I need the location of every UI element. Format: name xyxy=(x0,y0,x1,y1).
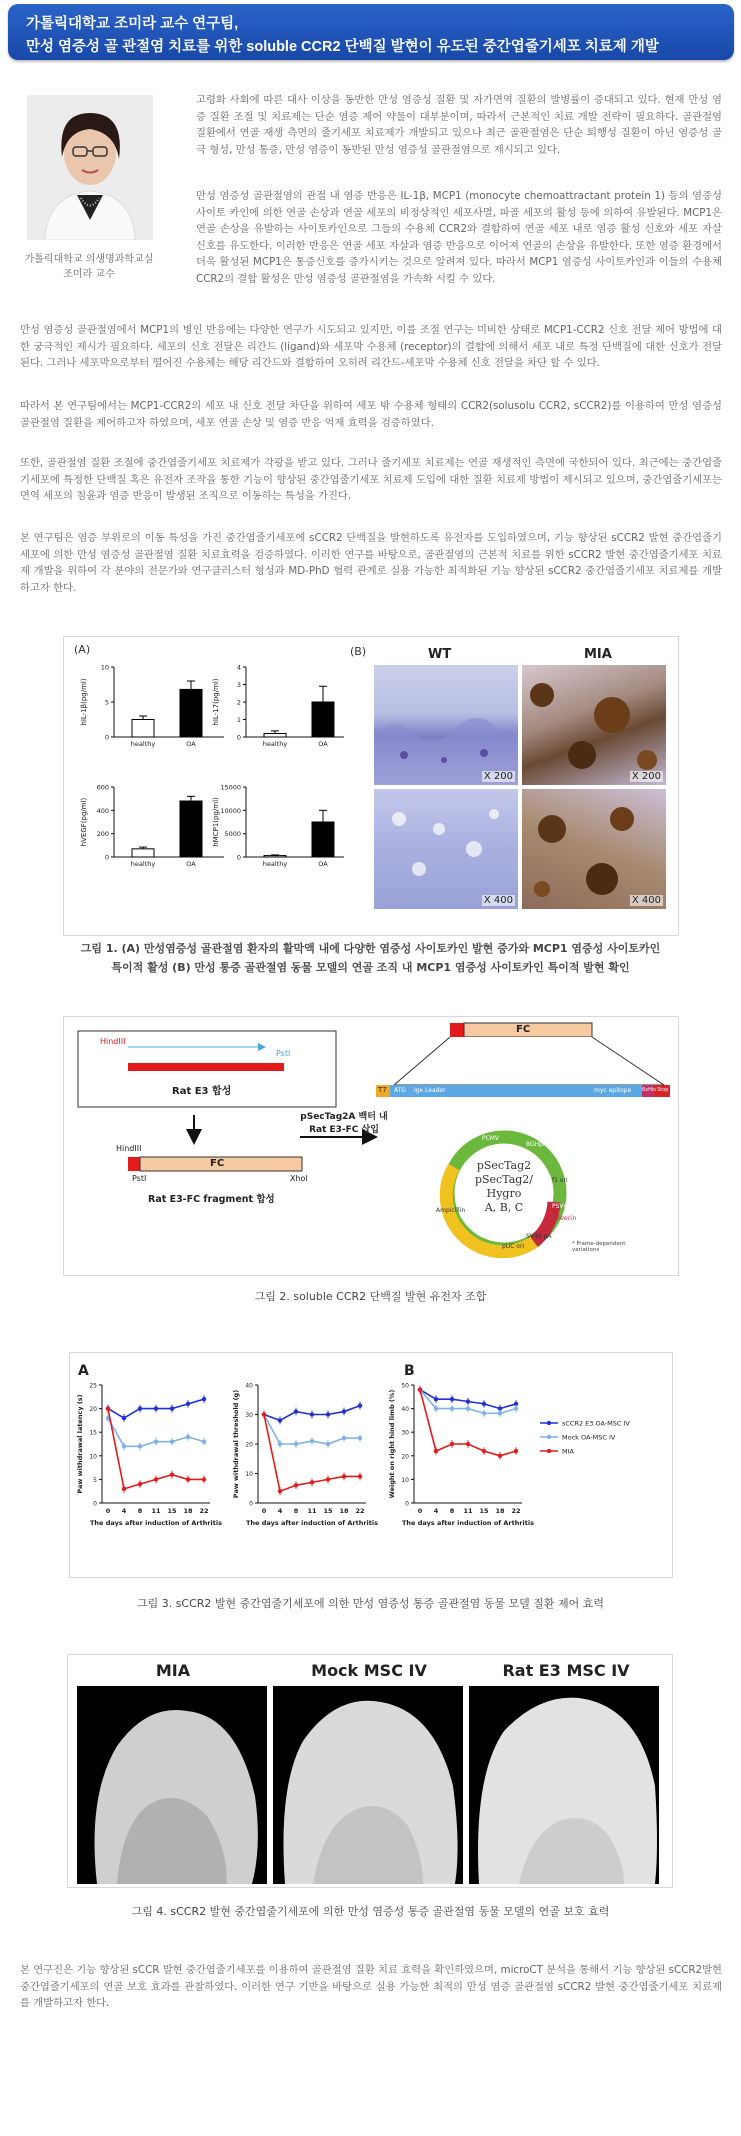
series-point-1 xyxy=(434,1406,438,1410)
rat-e3-bar xyxy=(128,1063,284,1071)
y-tick-label: 10 xyxy=(245,1471,253,1478)
vector-line3: Hygro xyxy=(486,1187,522,1200)
y-axis-label: Paw withdrawal threshold (g) xyxy=(232,1389,240,1499)
series-point-1 xyxy=(310,1439,314,1443)
x-tick-label: 0 xyxy=(261,1507,267,1515)
y-tick-label: 5000 xyxy=(224,830,241,839)
series-point-0 xyxy=(326,1412,330,1416)
x-tick-label: 4 xyxy=(433,1507,439,1515)
series-point-1 xyxy=(186,1435,190,1439)
x-tick-label: 18 xyxy=(183,1507,193,1515)
series-point-0 xyxy=(358,1403,362,1407)
series-point-0 xyxy=(294,1409,298,1413)
series-point-1 xyxy=(202,1439,206,1443)
series-point-2 xyxy=(170,1472,174,1476)
figure1-panel-a-label: (A) xyxy=(74,643,91,656)
insert-note-line1: pSecTag2A 백터 내 xyxy=(300,1112,388,1122)
x-tick-label: OA xyxy=(318,740,328,748)
y-tick-label: 0 xyxy=(236,733,241,742)
series-point-2 xyxy=(262,1412,266,1416)
y-tick-label: 3 xyxy=(236,681,241,689)
figure3-panel-a: A xyxy=(78,1363,89,1379)
vector-name xyxy=(462,1159,546,1215)
figure1-caption-line2: 특이적 활성 (B) 만성 통증 골관절염 동물 모델의 연골 조직 내 MCP1 염증성 사이토카인 특이적 발현 확인 xyxy=(111,961,630,974)
series-point-1 xyxy=(498,1411,502,1415)
series-point-2 xyxy=(358,1474,362,1478)
legend-marker xyxy=(547,1435,551,1439)
x-tick-label: 11 xyxy=(463,1507,473,1515)
y-axis-label: hIL-17(pg/ml) xyxy=(212,678,220,726)
ct-label-mia: MIA xyxy=(155,1661,191,1680)
zeocin-label: Zeocin xyxy=(556,1215,577,1222)
legend xyxy=(540,1420,630,1456)
series-point-2 xyxy=(122,1487,126,1491)
ct-label-mock: Mock MSC IV xyxy=(311,1661,427,1680)
bar-healthy xyxy=(132,849,154,857)
paragraph-1: 고령화 사회에 따른 대사 이상을 동반한 만성 염증성 질환 및 자가면역 질환의 발병률이 증대되고 있다. 현재 만성 염증 질환 조절 및 치료제는 단순 염증 제어 약물이 대부분이며, 따라서 근본적인 치료 개발 전략이 필요하다. 골관절염 질환에서 연골 재생 측면의 줄기세포 치료제가 개발되고 있으나 최근 골관절염은 단순 퇴행성 질환이 아닌 염증성 골극 형성, 만성 통증, 만성 염증이 동반된 만성 염증성 골관절염으로 제시되고 있다. xyxy=(196,94,722,156)
bar-chart-3 xyxy=(212,784,344,869)
professor-photo xyxy=(27,95,153,240)
ct-label-rate3: Rat E3 MSC IV xyxy=(502,1661,630,1680)
series-point-2 xyxy=(278,1489,282,1493)
sv40pa-label: SV40 pA xyxy=(526,1233,552,1240)
igk-label: Igκ Leader xyxy=(414,1087,446,1094)
histology-wt-x400 xyxy=(374,789,518,909)
y-tick-label: 10 xyxy=(401,1476,409,1484)
y-tick-label: 5 xyxy=(93,1476,97,1484)
x-tick-label: 22 xyxy=(355,1507,365,1515)
figure2-box xyxy=(63,1016,679,1276)
series-point-2 xyxy=(106,1406,110,1410)
bar-OA xyxy=(180,689,202,737)
hindiii-label-top: HindIII xyxy=(100,1037,126,1046)
y-axis-label: Paw withdrawal latency (s) xyxy=(76,1394,84,1494)
y-tick-label: 10 xyxy=(89,1453,97,1461)
psv40-label: PSV40 xyxy=(552,1203,572,1210)
series-point-1 xyxy=(138,1444,142,1448)
series-point-0 xyxy=(186,1402,190,1406)
bar-healthy xyxy=(132,720,154,738)
y-tick-label: 40 xyxy=(245,1382,253,1390)
series-point-1 xyxy=(514,1406,518,1410)
series-point-2 xyxy=(450,1442,454,1446)
line-charts xyxy=(70,1353,672,1577)
legend-label: sCCR2 E3 OA-MSC IV xyxy=(562,1419,630,1428)
figure1-box xyxy=(63,636,679,936)
y-tick-label: 20 xyxy=(89,1406,97,1414)
series-point-0 xyxy=(310,1412,314,1416)
figure1-caption xyxy=(20,939,721,977)
y-axis-label: Weight on right hind limb (%) xyxy=(388,1389,396,1499)
figure3-box xyxy=(69,1352,673,1578)
title-banner xyxy=(8,4,734,60)
y-tick-label: 10000 xyxy=(220,806,241,815)
series-point-1 xyxy=(326,1442,330,1446)
x-tick-label: 18 xyxy=(339,1507,349,1515)
legend-marker xyxy=(547,1449,551,1453)
paragraph-4: 따라서 본 연구팀에서는 MCP1-CCR2의 세포 내 신호 전달 차단을 위하여 세포 밖 수용체 형태의 CCR2(solusolu CCR2, sCCR2)를 이용하여 만성 염증성 골관절염 질환을 제어하고자 하였으며, 세포 연골 손상 및 염증 반응 억제 효력을 검증하였다. xyxy=(20,400,722,429)
profile-affiliation: 가톨릭대학교 의생명과학교실 xyxy=(24,254,154,265)
profile-caption xyxy=(14,252,164,282)
x-tick-label: 11 xyxy=(307,1507,317,1515)
y-tick-label: 30 xyxy=(401,1429,409,1437)
figure1-caption-line1: 그림 1. (A) 만성염증성 골관절염 환자의 활막액 내에 다양한 염증성 사이토카인 발현 증가와 MCP1 염증성 사이토카인 xyxy=(80,942,661,955)
figure2-caption: 그림 2. soluble CCR2 단백질 발현 유전자 조합 xyxy=(254,1290,487,1303)
x-axis-label: The days after induction of Arthritis xyxy=(402,1519,534,1527)
rat-e3-synth-label: Rat E3 합성 xyxy=(172,1086,232,1097)
series-point-1 xyxy=(294,1442,298,1446)
bar-chart-2 xyxy=(80,784,224,869)
pcmv-label: PCMV xyxy=(482,1135,500,1142)
series-point-0 xyxy=(202,1397,206,1401)
series-point-0 xyxy=(482,1402,486,1406)
x-tick-label: 22 xyxy=(199,1507,209,1515)
histology-mia-x400 xyxy=(522,789,666,909)
hindiii-label: HindIII xyxy=(116,1144,142,1153)
microct-mia xyxy=(77,1686,267,1884)
x-tick-label: 8 xyxy=(137,1507,143,1515)
legend-label: Mock OA-MSC IV xyxy=(562,1433,616,1442)
y-axis-label: hVEGF(pg/ml) xyxy=(80,797,88,847)
y-tick-label: 15 xyxy=(89,1429,97,1437)
x-tick-label: 11 xyxy=(151,1507,161,1515)
paragraph-2: 만성 염증성 골관절염의 관절 내 염증 반응은 IL-1β, MCP1 (monocyte chemoattractant protein 1) 등의 염증성 사이토 카인에 의한 연골 손상과 연골 세포의 비정상적인 세포사멸, 파골 세포의 활성 등에 의하여 유발된다. MCP1은 연골 손상을 유발하는 사이토카인으로 그들의 수용체 CCR2와 결합하여 연골 세포 내로 염증 활성 신호와 세포 자살 신호를 유도한다. 이러한 반응은 연골 세포 자살과 염증 반응으로 이어져 연골의 손상을 유발한다. 또한 염증 환경에서 더욱 활성된 MCP1은 통증신호를 증가시키는 것으로 알려져 있다. 따라서 MCP1 염증성 사이토카인과 이들의 수용체 CCR2의 결합 활성은 만성 염증성 골관절염을 가속화 시킬 수 있다. xyxy=(196,190,722,285)
fc-label-vector: FC xyxy=(516,1024,531,1035)
series-point-2 xyxy=(482,1449,486,1453)
y-tick-label: 40 xyxy=(401,1406,409,1414)
his-label: 6xHis xyxy=(642,1087,656,1093)
figure4-caption: 그림 4. sCCR2 발현 중간엽줄기세포에 의한 만성 염증성 통증 골관절염 동물 모델의 연골 보호 효력 xyxy=(131,1905,610,1918)
x-tick-label: 0 xyxy=(105,1507,111,1515)
series-point-2 xyxy=(326,1477,330,1481)
series-point-2 xyxy=(342,1474,346,1478)
y-tick-label: 25 xyxy=(89,1382,97,1390)
y-axis-label: hIL-1β(pg/ml) xyxy=(80,678,88,726)
y-tick-label: 20 xyxy=(401,1453,409,1461)
series-point-1 xyxy=(466,1406,470,1410)
series-point-1 xyxy=(154,1439,158,1443)
histology-mag-mia-400: X 400 xyxy=(631,895,661,906)
fc-label-fragment: FC xyxy=(210,1158,225,1169)
bgh-label: BGHpA xyxy=(526,1141,548,1148)
insert-note xyxy=(296,1109,392,1135)
profile-name: 조미라 교수 xyxy=(63,269,115,280)
t7-label: T7 xyxy=(378,1086,387,1094)
series-point-0 xyxy=(342,1409,346,1413)
histology-col-wt: WT xyxy=(428,647,452,662)
insert-note-line2: Rat E3-FC 삽입 xyxy=(309,1125,379,1135)
rat-e3-fragment xyxy=(128,1157,140,1171)
paragraph-7: 본 연구진은 기능 향상된 sCCR 발현 중간엽줄기세포를 이용하여 골관절염 질환 치료 효력을 확인하였으며, microCT 분석을 통해서 기능 향상된 sCCR2발현 중간엽줄기세포의 연골 보호 효과를 관찰하였다. 이러한 연구 기반을 바탕으로 실용 가능한 최적의 만성 염증 골관절염 sCCR2 발현 중간엽줄기세포 치료제를 개발하고자 한다. xyxy=(20,1964,722,2009)
series-point-2 xyxy=(294,1483,298,1487)
x-tick-label: 8 xyxy=(293,1507,299,1515)
vector-line1: pSecTag2 xyxy=(476,1159,532,1172)
x-axis-label: The days after induction of Arthritis xyxy=(90,1519,222,1527)
series-point-2 xyxy=(466,1442,470,1446)
series-point-0 xyxy=(450,1397,454,1401)
paragraph-3: 만성 염증성 골관절염에서 MCP1의 병인 반응에는 다양한 연구가 시도되고 있지만, 이를 조절 연구는 미비한 상태로 MCP1-CCR2 신호 전달 제어 방법에 대한 궁극적인 제시가 필요하다. 세포의 신호 전달은 리간드 (ligand)와 세포막 수용체 (receptor)의 결합에 의해서 세포 내로 특정 단백질에 대한 신호가 전달된다. 그러나 세포막으로부터 떨어진 수용체는 해당 리간드와 결합하여 오히려 리간드-세포막 수용체 신호 전달을 차단 할 수 있다. xyxy=(20,324,722,369)
histology-mag-wt-200: X 200 xyxy=(483,771,513,782)
y-tick-label: 50 xyxy=(401,1382,409,1390)
series-point-1 xyxy=(450,1406,454,1410)
series-point-2 xyxy=(514,1449,518,1453)
series-point-1 xyxy=(482,1411,486,1415)
y-tick-label: 2 xyxy=(236,698,241,707)
series-point-1 xyxy=(342,1436,346,1440)
series-point-0 xyxy=(170,1406,174,1410)
x-tick-label: 8 xyxy=(449,1507,455,1515)
y-tick-label: 0 xyxy=(236,853,241,862)
figure3-caption: 그림 3. sCCR2 발현 중간엽줄기세포에 의한 만성 염증성 통증 골관절염 동물 모델 질환 제어 효력 xyxy=(136,1597,605,1610)
y-tick-label: 0 xyxy=(93,1500,97,1508)
fori-label: f1 ori xyxy=(552,1177,568,1184)
vector-line2: pSecTag2/ xyxy=(474,1173,534,1186)
series-point-2 xyxy=(310,1480,314,1484)
bar-OA xyxy=(180,801,202,857)
footnote-label: * Frame-dependent variations xyxy=(572,1241,626,1253)
series-point-2 xyxy=(418,1388,422,1392)
series-point-2 xyxy=(202,1477,206,1481)
line-chart-0 xyxy=(76,1383,222,1528)
series-point-0 xyxy=(122,1416,126,1420)
x-tick-label: 15 xyxy=(479,1507,489,1515)
fragment-label: Rat E3-FC fragment 합성 xyxy=(148,1194,275,1205)
x-tick-label: 15 xyxy=(167,1507,177,1515)
y-tick-label: 600 xyxy=(96,783,109,792)
x-tick-label: healthy xyxy=(262,740,288,748)
y-tick-label: 0 xyxy=(104,853,109,862)
series-point-0 xyxy=(138,1406,142,1410)
x-tick-label: 4 xyxy=(277,1507,283,1515)
x-tick-label: OA xyxy=(186,860,196,868)
psti-label-top: PstI xyxy=(276,1049,291,1058)
line-chart-1 xyxy=(232,1383,378,1528)
y-tick-label: 30 xyxy=(245,1412,253,1419)
y-tick-label: 0 xyxy=(405,1500,409,1508)
histology-mag-wt-400: X 400 xyxy=(483,895,513,906)
series-point-1 xyxy=(278,1442,282,1446)
series-point-2 xyxy=(434,1449,438,1453)
x-tick-label: 0 xyxy=(417,1507,423,1515)
microct-rate3 xyxy=(469,1686,659,1884)
histology-col-mia: MIA xyxy=(584,647,612,662)
bar-chart-1 xyxy=(212,664,344,749)
series-point-2 xyxy=(498,1454,502,1458)
x-tick-label: healthy xyxy=(130,740,156,748)
xhoi-label: XhoI xyxy=(290,1174,308,1183)
y-tick-label: 200 xyxy=(96,830,109,839)
y-tick-label: 10 xyxy=(100,663,109,672)
x-tick-label: 4 xyxy=(121,1507,127,1515)
y-tick-label: 1 xyxy=(236,716,241,724)
series-point-1 xyxy=(170,1439,174,1443)
stop-label: Stop xyxy=(657,1087,669,1093)
figure3-panel-b: B xyxy=(404,1363,415,1379)
series-point-1 xyxy=(358,1436,362,1440)
series-point-0 xyxy=(278,1418,282,1422)
y-tick-label: 15000 xyxy=(220,783,241,792)
microct-mock xyxy=(273,1686,463,1884)
x-tick-label: healthy xyxy=(130,860,156,868)
x-tick-label: OA xyxy=(318,860,328,868)
y-axis-label: hMCP1(pg/ml) xyxy=(212,797,220,847)
bar-healthy xyxy=(264,856,286,857)
x-tick-label: 22 xyxy=(511,1507,521,1515)
myc-label: myc epitope xyxy=(594,1087,632,1094)
histology-mag-mia-200: X 200 xyxy=(631,771,661,782)
amp-label: Ampicillin xyxy=(436,1207,466,1214)
histology-mia-x200 xyxy=(522,665,666,785)
bar-healthy xyxy=(264,734,286,738)
figure2-diagram xyxy=(64,1017,678,1275)
vector-line4: A, B, C xyxy=(484,1201,524,1214)
y-tick-label: 4 xyxy=(236,663,241,672)
bar-charts xyxy=(64,637,344,935)
paragraph-6: 본 연구팀은 염증 부위로의 이동 특성을 가진 중간엽줄기세포에 sCCR2 단백질을 발현하도록 유전자를 도입하였으며, 기능 향상된 sCCR2 발현 중간엽줄기세포에 의한 만성 염증성 골관절염 질환 치료효력을 검증하였다. 이러한 연구를 바탕으로, 골관절염의 근본적 치료를 위한 sCCR2 발현 중간엽줄기세포 치료제 개발을 위하여 각 분야의 전문가와 연구클러스터 형성과 MD-PhD 협력 관계로 실용 가능한 최적화된 기능 향상된 sCCR2 중간엽줄기세포 치료제를 개발하고자 한다. xyxy=(20,532,722,594)
bar-chart-0 xyxy=(80,664,224,749)
legend-marker xyxy=(547,1421,551,1425)
legend-label: MIA xyxy=(562,1447,574,1456)
series-point-2 xyxy=(186,1477,190,1481)
y-tick-label: 0 xyxy=(249,1500,253,1508)
x-tick-label: 15 xyxy=(323,1507,333,1515)
y-tick-label: 20 xyxy=(245,1441,253,1449)
series-point-2 xyxy=(138,1482,142,1486)
series-point-0 xyxy=(434,1397,438,1401)
x-tick-label: OA xyxy=(186,740,196,748)
series-point-1 xyxy=(122,1444,126,1448)
title-line2: 만성 염증성 골 관절염 치료를 위한 soluble CCR2 단백질 발현이 유도된 중간엽줄기세포 치료제 개발 xyxy=(26,39,659,55)
series-point-0 xyxy=(154,1406,158,1410)
paragraph-5: 또한, 골관절염 질환 조절에 중간엽줄기세포 치료제가 각광을 받고 있다. 그러나 줄기세포 치료제는 연골 재생적인 측면에 국한되어 있다. 최근에는 중간엽줄기세포에 특정한 단백질 혹은 유전자 조작을 통한 기능이 향상된 중간엽줄기세포 치료제 도입에 대한 질환 치료제 방법이 제시되고 있으며, 중간엽줄기세포는 면역 세포의 침윤과 염증 반응이 발생된 조직으로 이동하는 특성을 가진다. xyxy=(20,457,722,502)
line-chart-2 xyxy=(388,1383,534,1528)
x-tick-label: 18 xyxy=(495,1507,505,1515)
puc-label: pUC ori xyxy=(502,1243,525,1250)
series-point-2 xyxy=(154,1477,158,1481)
series-point-0 xyxy=(466,1399,470,1403)
psti-label: PstI xyxy=(132,1174,147,1183)
x-axis-label: The days after induction of Arthritis xyxy=(246,1519,378,1527)
y-tick-label: 0 xyxy=(104,733,109,742)
atg-label: ATG xyxy=(394,1087,406,1094)
bar-OA xyxy=(312,702,334,737)
histology-wt-x200 xyxy=(374,665,518,785)
figure1-panel-b-label: (B) xyxy=(350,645,367,658)
x-tick-label: healthy xyxy=(262,860,288,868)
y-tick-label: 5 xyxy=(104,698,109,707)
bar-OA xyxy=(312,822,334,857)
y-tick-label: 400 xyxy=(96,806,109,815)
title-line1: 가톨릭대학교 조미라 교수 연구팀, xyxy=(26,16,239,32)
